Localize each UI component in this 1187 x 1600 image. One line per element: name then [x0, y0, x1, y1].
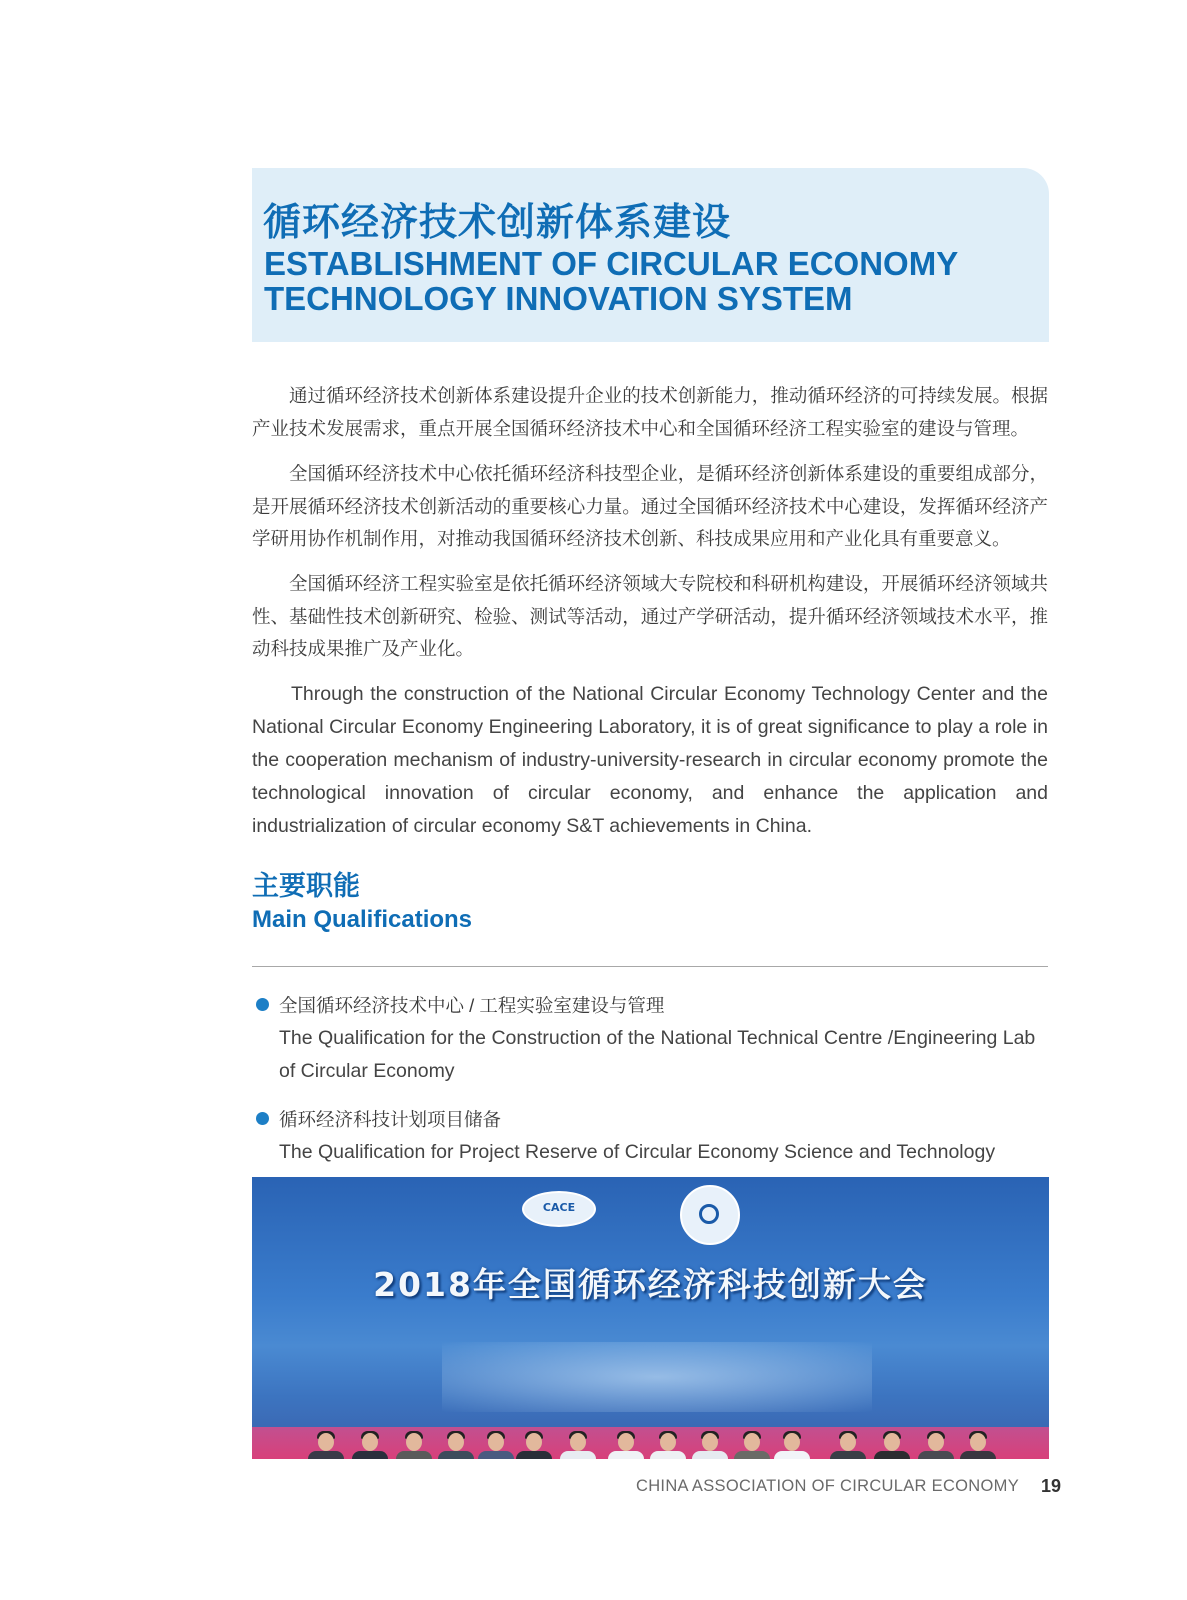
cace-logo: CACE	[522, 1191, 596, 1227]
page-title-en	[264, 246, 958, 316]
page-title-en-line1: ESTABLISHMENT OF CIRCULAR ECONOMY	[264, 245, 959, 282]
section-divider	[252, 966, 1048, 967]
qualification-en: The Qualification for Project Reserve of Circular Economy Science and Technology	[279, 1141, 996, 1163]
association-seal-logo	[680, 1185, 740, 1245]
stage-screen-glow	[442, 1342, 872, 1412]
conference-photo	[252, 1177, 1049, 1459]
bullet-icon	[256, 1112, 269, 1125]
qualification-cn: 全国循环经济技术中心 / 工程实验室建设与管理	[279, 995, 665, 1016]
page-title-en-line2: TECHNOLOGY INNOVATION SYSTEM	[264, 280, 853, 317]
intro-paragraph: 通过循环经济技术创新体系建设提升企业的技术创新能力，推动循环经济的可持续发展。根据产业技术发展需求，重点开展全国循环经济技术中心和全国循环经济工程实验室的建设与管理。	[252, 385, 1048, 439]
tech-center-paragraph: 全国循环经济技术中心依托循环经济科技型企业，是循环经济创新体系建设的重要组成部分，是开展循环经济技术创新活动的重要核心力量。通过全国循环经济技术中心建设，发挥循环经济产学研用协作机制作用，对推动我国循环经济技术创新、科技成果应用和产业化具有重要意义。	[252, 463, 1048, 549]
section-title-en: Main Qualifications	[252, 906, 473, 933]
page-title-cn: 循环经济技术创新体系建设	[263, 202, 732, 244]
engineering-lab-paragraph: 全国循环经济工程实验室是依托循环经济领域大专院校和科研机构建设，开展循环经济领域共性、基础性技术创新研究、检验、测试等活动，通过产学研活动，提升循环经济领域技术水平，推动科技成果推广及产业化。	[252, 573, 1048, 659]
section-title-cn: 主要职能	[252, 871, 360, 901]
english-paragraph: Through the construction of the National Circular Economy Technology Center and the National Circular Economy Engineering Laboratory, it is of great significance to play a role in the cooperation mechanism of industry-university-research in circular economy promote the technological innovation of circular economy, and enhance the application and industrialization of circular economy S&T achievements in China.	[252, 683, 1048, 837]
conference-banner-text: 2018年全国循环经济科技创新大会	[373, 1265, 928, 1304]
qualification-cn: 循环经济科技计划项目储备	[279, 1109, 502, 1130]
page-number: 19	[1041, 1476, 1062, 1496]
qualification-en: The Qualification for the Construction of the National Technical Centre /Engineering Lab of Circular Economy	[279, 1027, 1036, 1082]
footer-organization: CHINA ASSOCIATION OF CIRCULAR ECONOMY	[636, 1477, 1020, 1495]
bullet-icon	[256, 998, 269, 1011]
